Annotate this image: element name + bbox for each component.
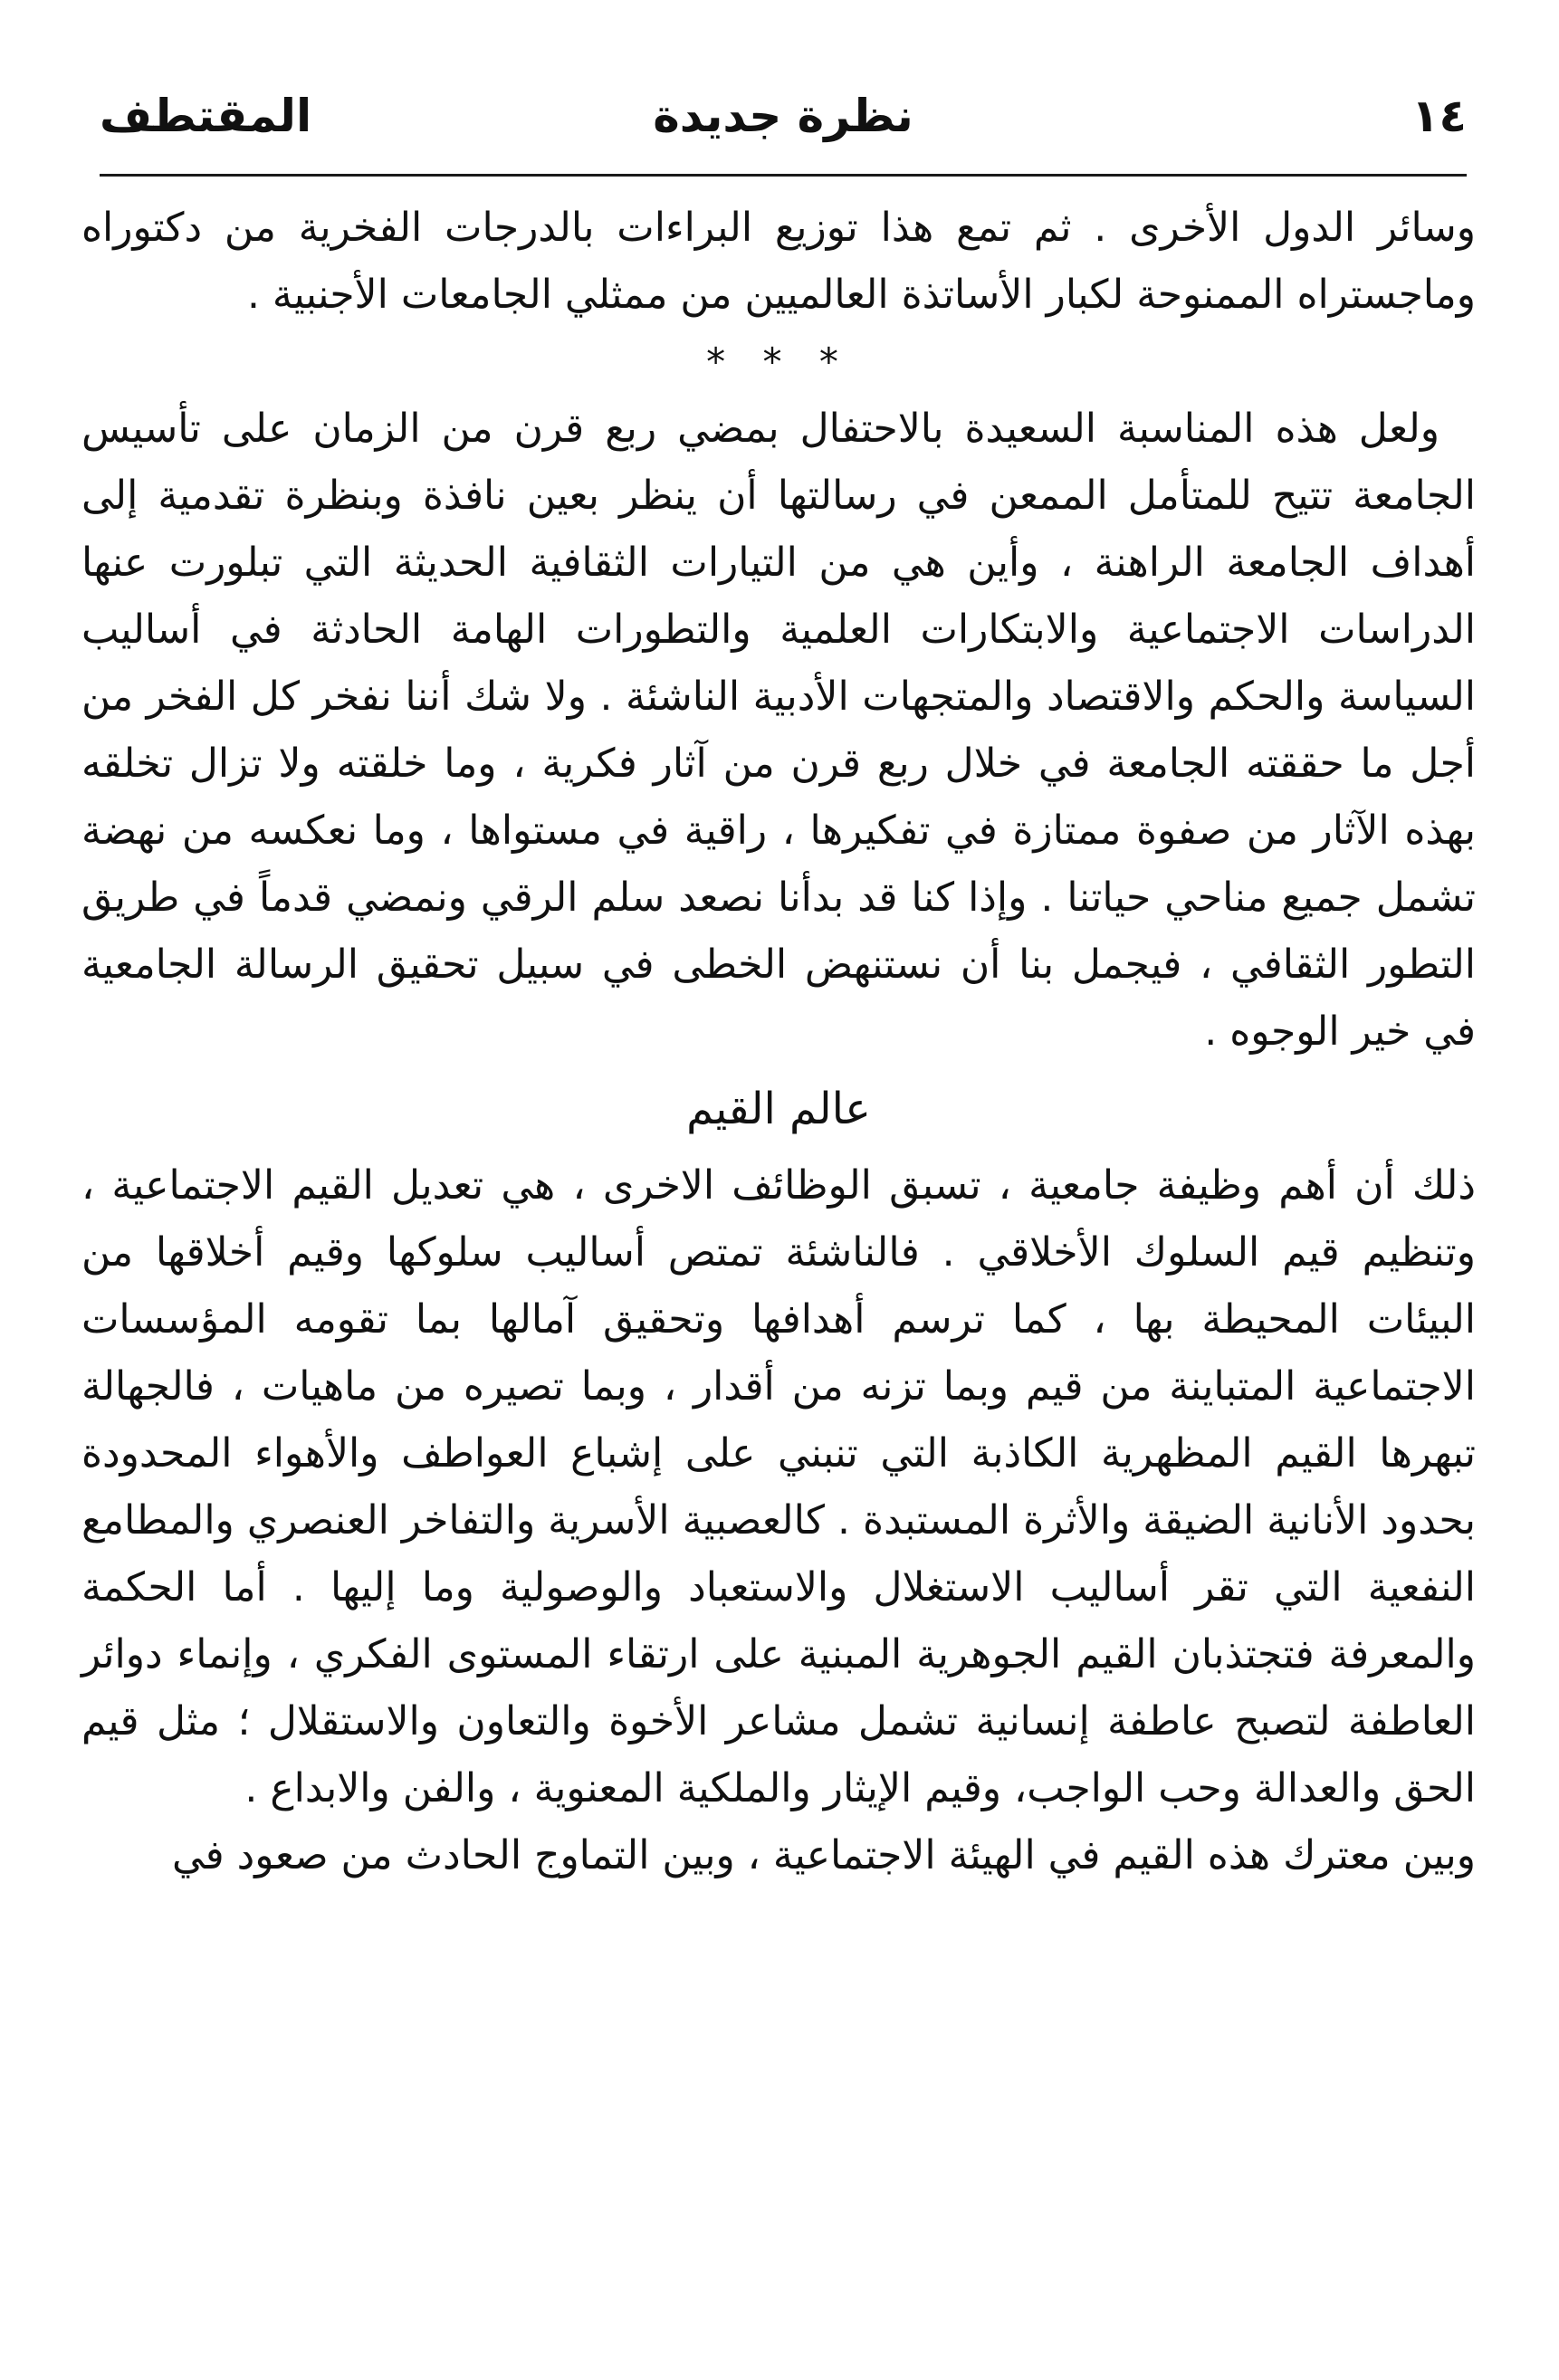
- paragraph-university-anniversary: ولعل هذه المناسبة السعيدة بالاحتفال بمضي ربع قرن من الزمان على تأسيس الجامعة تتيح للمتأمل الممعن في رسالتها أن ينظر بعين نافذة وبنظرة تقدمية إلى أهداف الجامعة الراهنة ، وأين هي من التيارات الثقافية الحديثة التي تبلورت عنها الدراسات الاجتماعية والابتكارات العلمية والتطورات الهامة الحادثة في أساليب السياسة والحكم والاقتصاد والمتجهات الأدبية الناشئة . ولا شك أننا نفخر كل الفخر من أجل ما حققته الجامعة في خلال ربع قرن من آثار فكرية ، وما خلقته ولا تزال تخلقه بهذه الآثار من صفوة ممتازة في تفكيرها ، راقية في مستواها ، وما نعكسه من نهضة تشمل جميع مناحي حياتنا . وإذا كنا قد بدأنا نصعد سلم الرقي ونمضي قدماً في طريق التطور الثقافي ، فيجمل بنا أن نستنهض الخطى في سبيل تحقيق الرسالة الجامعية في خير الوجوه .: [81, 406, 1476, 1055]
- page-number: ١٤: [1411, 90, 1467, 142]
- article-body: [81, 195, 1476, 1889]
- paragraph-final: وبين معترك هذه القيم في الهيئة الاجتماعية ، وبين التماوج الحادث من صعود في: [171, 1832, 1476, 1878]
- article-title: نظرة جديدة: [653, 90, 913, 142]
- running-header: [100, 80, 1467, 152]
- section-separator: * * *: [706, 339, 851, 384]
- paragraph-values: ذلك أن أهم وظيفة جامعية ، تسبق الوظائف الاخرى ، هي تعديل القيم الاجتماعية ، وتنظيم قيم السلوك الأخلاقي . فالناشئة تمتص أساليب سلوكها وقيم أخلاقها من البيئات المحيطة بها ، كما ترسم أهدافها وتحقيق آمالها بما تقومه المؤسسات الاجتماعية المتباينة من قيم وبما تزنه من أقدار ، وبما تصيره من ماهيات ، فالجهالة تبهرها القيم المظهرية الكاذبة التي تنبني على إشباع العواطف والأهواء المحدودة بحدود الأنانية الضيقة والأثرة المستبدة . كالعصبية الأسرية والتفاخر العنصري والمطامع النفعية التي تقر أساليب الاستغلال والاستعباد والوصولية وما إليها . أما الحكمة والمعرفة فتجتذبان القيم الجوهرية المبنية على ارتقاء المستوى الفكري ، وإنماء دوائر العاطفة لتصبح عاطفة إنسانية تشمل مشاعر الأخوة والتعاون والاستقلال ؛ مثل قيم الحق والعدالة وحب الواجب، وقيم الإيثار والملكية المعنوية ، والفن والابداع .: [81, 1162, 1476, 1811]
- header-rule: [100, 174, 1467, 177]
- section-heading: عالم القيم: [686, 1084, 871, 1134]
- paragraph-continuation: وسائر الدول الأخرى . ثم تمع هذا توزيع البراءات بالدرجات الفخرية من دكتوراه وماجستراه الممنوحة لكبار الأساتذة العالميين من ممثلي الجامعات الأجنبية .: [81, 205, 1476, 318]
- journal-name: المقتطف: [100, 90, 312, 142]
